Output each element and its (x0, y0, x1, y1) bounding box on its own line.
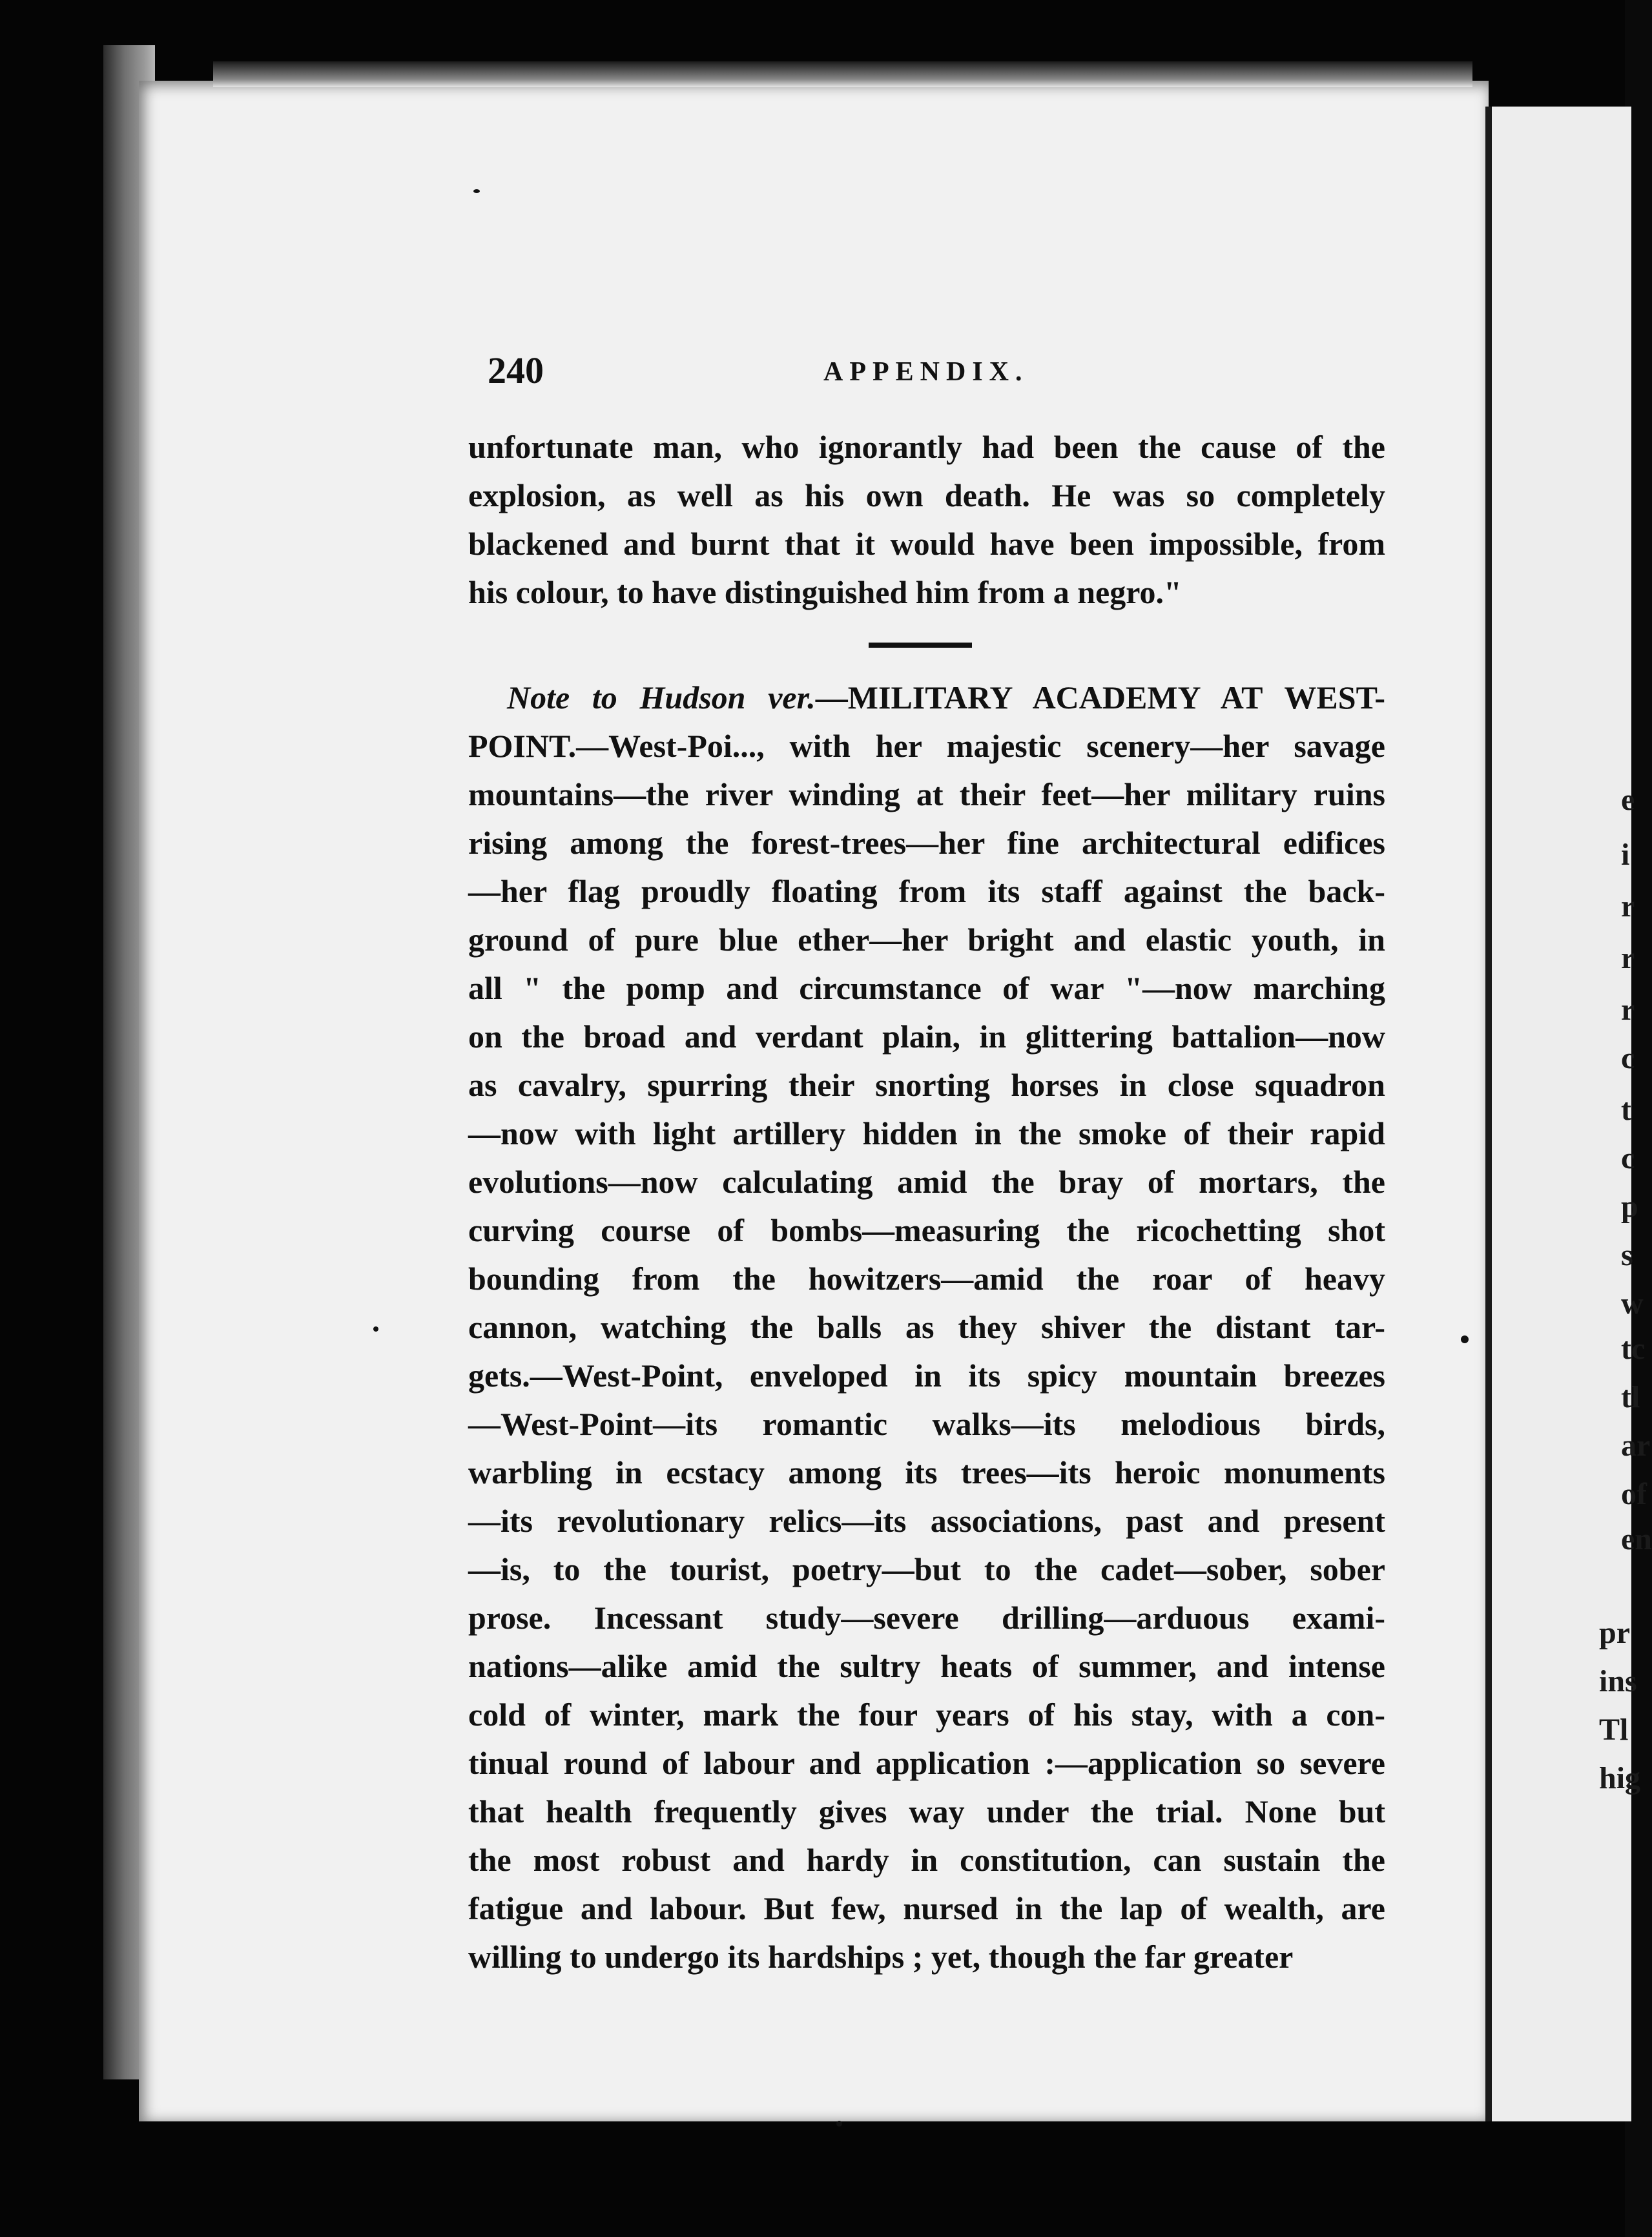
facing-page-text: r (1621, 941, 1635, 975)
running-head (488, 349, 1379, 394)
text-line: cannon, watching the balls as they shiver the distant tar- (468, 1309, 1385, 1345)
text-line: —her flag proudly floating from its staff against the back- (468, 873, 1385, 909)
facing-page-text: p (1621, 1190, 1638, 1224)
text-line: ground of pure blue ether—her bright and elastic youth, in (468, 922, 1385, 958)
facing-page-text: hig (1599, 1761, 1641, 1795)
ink-speck (1461, 1335, 1469, 1343)
text-line: bounding from the howitzers—amid the roar of heavy (468, 1261, 1385, 1297)
facing-page-text: ar (1621, 1428, 1651, 1463)
text-line: prose. Incessant study—severe drilling—arduous exami- (468, 1600, 1385, 1636)
text-line: fatigue and labour. But few, nursed in the lap of wealth, are (468, 1890, 1385, 1926)
facing-page-text: r (1621, 993, 1635, 1027)
text-line (468, 674, 1385, 722)
text-line: gets.—West-Point, enveloped in its spicy mountain breezes (468, 1357, 1385, 1394)
text-line: rising among the forest-trees—her fine architectural edifices (468, 825, 1385, 861)
text-line: unfortunate man, who ignorantly had been the cause of the (468, 429, 1385, 465)
ink-speck (373, 1326, 378, 1332)
text-line: —its revolutionary relics—its associations, past and present (468, 1503, 1385, 1539)
body-text (468, 423, 1385, 1981)
facing-page-text: ins (1599, 1664, 1637, 1698)
text-line: that health frequently gives way under the trial. None but (468, 1793, 1385, 1830)
text-line: —is, to the tourist, poetry—but to the cadet—sober, sober (468, 1551, 1385, 1587)
facing-page-text: w (1621, 1286, 1644, 1321)
text-line: —now with light artillery hidden in the smoke of their rapid (468, 1115, 1385, 1151)
running-title: APPENDIX. (823, 357, 1029, 387)
text-line: tinual round of labour and application :—application so severe (468, 1745, 1385, 1781)
text-line: blackened and burnt that it would have been impossible, from (468, 526, 1385, 562)
text-line: curving course of bombs—measuring the ricochetting shot (468, 1212, 1385, 1248)
facing-page-text: tc (1621, 1332, 1646, 1366)
facing-page-text: i (1621, 838, 1630, 872)
facing-page-text: of (1621, 1477, 1647, 1511)
text-line: POINT.—West-Poi..., with her majestic scenery—her savage (468, 728, 1385, 764)
facing-page-text: c (1621, 1141, 1635, 1175)
facing-page-text: Tl (1599, 1713, 1629, 1747)
ink-speck (836, 2121, 842, 2127)
text-line: mountains—the river winding at their feet—her military ruins (468, 776, 1385, 812)
page-top-edge (213, 61, 1472, 87)
paragraph-1 (468, 423, 1385, 617)
section-rule (869, 643, 972, 648)
text-line: cold of winter, mark the four years of his stay, with a con- (468, 1696, 1385, 1733)
facing-page-text: c (1621, 1041, 1635, 1075)
facing-page-text: t (1621, 1093, 1631, 1127)
text-line: warbling in ecstacy among its trees—its heroic monuments (468, 1454, 1385, 1490)
facing-page-text: r (1621, 889, 1635, 923)
facing-page-text: e (1621, 783, 1635, 817)
facing-page-text: tl (1621, 1380, 1640, 1414)
text-line: —West-Point—its romantic walks—its melodious birds, (468, 1406, 1385, 1442)
text-line: all " the pomp and circumstance of war "—now marching (468, 970, 1385, 1006)
text-line: willing to undergo its hardships ; yet, though the far greater (468, 1939, 1294, 1975)
facing-page-text: s (1621, 1238, 1633, 1272)
facing-page-text: en (1621, 1522, 1652, 1556)
ink-speck (473, 189, 480, 193)
text-line: his colour, to have distinguished him from a negro." (468, 574, 1182, 610)
text-line: as cavalry, spurring their snorting horses in close squadron (468, 1067, 1385, 1103)
text-line: evolutions—now calculating amid the bray of mortars, the (468, 1164, 1385, 1200)
note-lead-in: Note to Hudson ver. (507, 679, 816, 716)
text-line: on the broad and verdant plain, in glittering battalion—now (468, 1018, 1385, 1055)
text-line: nations—alike amid the sultry heats of summer, and intense (468, 1648, 1385, 1684)
text-line-rest: —MILITARY ACADEMY AT WEST- (815, 679, 1385, 716)
text-line: explosion, as well as his own death. He was so completely (468, 477, 1385, 513)
page-number: 240 (488, 349, 544, 391)
paragraph-2 (468, 674, 1385, 1981)
text-line: the most robust and hardy in constitution, can sustain the (468, 1842, 1385, 1878)
facing-page-fragment (1485, 107, 1652, 2121)
facing-page-text: pr (1599, 1616, 1630, 1650)
